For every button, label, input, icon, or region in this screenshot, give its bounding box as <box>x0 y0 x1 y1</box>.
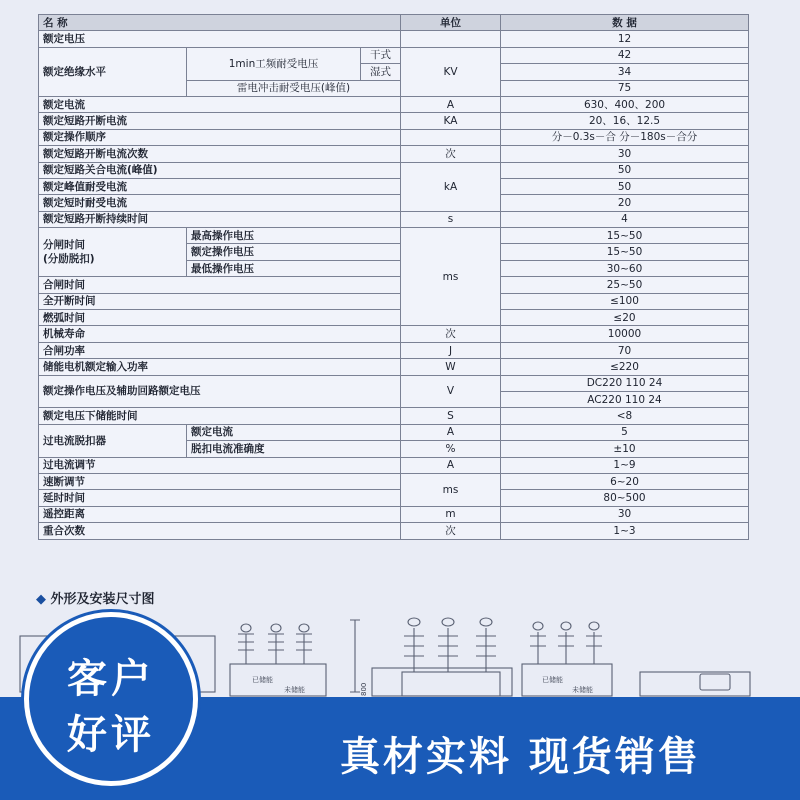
param-name-line: (分励脱扣) <box>43 253 95 266</box>
value-cell: 25~50 <box>501 277 749 293</box>
param-name: 延时时间 <box>39 490 401 506</box>
table-row <box>39 375 749 391</box>
spec-table <box>38 14 749 540</box>
param-name <box>39 228 187 277</box>
table-row <box>39 310 749 326</box>
header-unit: 单位 <box>401 15 501 31</box>
table-row <box>39 506 749 522</box>
review-badge <box>24 612 198 786</box>
value-cell: 75 <box>501 80 749 96</box>
param-name: 额定短时耐受电流 <box>39 195 401 211</box>
drawing-label: 未储能 <box>572 686 593 694</box>
value-cell: 20 <box>501 195 749 211</box>
value-cell: 630、400、200 <box>501 96 749 112</box>
param-name: 额定电流 <box>39 96 401 112</box>
table-row <box>39 359 749 375</box>
param-name: 遥控距离 <box>39 506 401 522</box>
value-cell: ≤220 <box>501 359 749 375</box>
value-cell: 50 <box>501 162 749 178</box>
value-cell: <8 <box>501 408 749 424</box>
value-cell: ≤100 <box>501 293 749 309</box>
value-cell: 4 <box>501 211 749 227</box>
value-cell: 15~50 <box>501 244 749 260</box>
table-row <box>39 457 749 473</box>
table-row <box>39 113 749 129</box>
header-data: 数 据 <box>501 15 749 31</box>
table-row <box>39 195 749 211</box>
drawing-label: 已储能 <box>252 676 273 684</box>
unit-cell: KV <box>401 47 501 96</box>
unit-cell: 次 <box>401 523 501 539</box>
param-name: 额定操作顺序 <box>39 129 401 145</box>
dimension-value: 800 <box>360 682 368 696</box>
param-name-line: 分闸时间 <box>43 239 85 252</box>
sub-param: 最高操作电压 <box>187 228 401 244</box>
table-row <box>39 293 749 309</box>
table-row <box>39 162 749 178</box>
value-cell: 20、16、12.5 <box>501 113 749 129</box>
param-name: 储能电机额定输入功率 <box>39 359 401 375</box>
param-name: 合闸功率 <box>39 342 401 358</box>
header-name: 名 称 <box>39 15 401 31</box>
value-cell: 34 <box>501 64 749 80</box>
value-cell: 1~9 <box>501 457 749 473</box>
value-cell: 分－0.3s－合 分－180s－合分 <box>501 129 749 145</box>
breaker-drawing-3 <box>522 622 612 696</box>
table-row <box>39 47 749 63</box>
unit-cell: ms <box>401 228 501 326</box>
unit-cell: 次 <box>401 326 501 342</box>
section-title <box>36 588 155 607</box>
param-name: 额定电压 <box>39 31 401 47</box>
sub-param: 干式 <box>361 47 401 63</box>
sub-param: 额定操作电压 <box>187 244 401 260</box>
value-cell: 30 <box>501 146 749 162</box>
unit-cell: A <box>401 457 501 473</box>
badge-line: 好评 <box>67 712 155 758</box>
table-row <box>39 523 749 539</box>
section-title-text: 外形及安装尺寸图 <box>50 592 155 607</box>
value-cell: ≤20 <box>501 310 749 326</box>
table-row <box>39 129 749 145</box>
unit-cell: V <box>401 375 501 408</box>
value-cell: 1~3 <box>501 523 749 539</box>
value-cell: 10000 <box>501 326 749 342</box>
unit-cell: 次 <box>401 146 501 162</box>
value-cell: 30~60 <box>501 260 749 276</box>
table-row <box>39 277 749 293</box>
table-row <box>39 228 749 244</box>
unit-cell: m <box>401 506 501 522</box>
table-row <box>39 96 749 112</box>
value-cell: AC220 110 24 <box>501 391 749 407</box>
value-cell: 6~20 <box>501 473 749 489</box>
table-row <box>39 178 749 194</box>
breaker-drawing-2 <box>402 618 500 696</box>
param-name: 重合次数 <box>39 523 401 539</box>
value-cell: DC220 110 24 <box>501 375 749 391</box>
value-cell: 12 <box>501 31 749 47</box>
param-name: 过电流调节 <box>39 457 401 473</box>
slogan: 真材实料 现货销售 <box>340 734 701 780</box>
unit-cell: J <box>401 342 501 358</box>
param-name: 燃弧时间 <box>39 310 401 326</box>
breaker-drawing-1 <box>230 624 326 696</box>
unit-cell: % <box>401 441 501 457</box>
unit-cell: W <box>401 359 501 375</box>
value-cell: 80~500 <box>501 490 749 506</box>
sub-param: 最低操作电压 <box>187 260 401 276</box>
sub-param: 脱扣电流准确度 <box>187 441 401 457</box>
param-name: 额定短路开断持续时间 <box>39 211 401 227</box>
param-name: 机械寿命 <box>39 326 401 342</box>
param-name: 合闸时间 <box>39 277 401 293</box>
drawing-label: 未储能 <box>284 686 305 694</box>
sub-param: 湿式 <box>361 64 401 80</box>
param-name: 额定短路开断电流 <box>39 113 401 129</box>
value-cell: 15~50 <box>501 228 749 244</box>
outline-drawing-right-frame <box>640 672 750 696</box>
unit-cell: s <box>401 211 501 227</box>
sub-param: 雷电冲击耐受电压(峰值) <box>187 80 401 96</box>
table-header <box>39 15 749 31</box>
table-row <box>39 424 749 440</box>
param-name: 全开断时间 <box>39 293 401 309</box>
unit-cell: A <box>401 424 501 440</box>
sub-param: 额定电流 <box>187 424 401 440</box>
unit-cell: S <box>401 408 501 424</box>
table-row <box>39 146 749 162</box>
value-cell: 50 <box>501 178 749 194</box>
param-name: 额定短路开断电流次数 <box>39 146 401 162</box>
table-row <box>39 490 749 506</box>
param-name: 额定短路关合电流(峰值) <box>39 162 401 178</box>
section-bullet-icon: ◆ <box>36 592 46 607</box>
table-row <box>39 326 749 342</box>
unit-cell: kA <box>401 162 501 211</box>
badge-line: 客户 <box>67 656 155 702</box>
unit-cell: A <box>401 96 501 112</box>
param-name: 速断调节 <box>39 473 401 489</box>
table-row <box>39 342 749 358</box>
param-name: 额定绝缘水平 <box>39 47 187 96</box>
value-cell: 70 <box>501 342 749 358</box>
unit-cell: KA <box>401 113 501 129</box>
drawing-label: 已储能 <box>542 676 563 684</box>
table-row <box>39 211 749 227</box>
sub-param: 1min工频耐受电压 <box>187 47 361 80</box>
table-row <box>39 408 749 424</box>
param-name: 额定操作电压及辅助回路额定电压 <box>39 375 401 408</box>
param-name: 额定电压下储能时间 <box>39 408 401 424</box>
param-name: 额定峰值耐受电流 <box>39 178 401 194</box>
unit-cell <box>401 129 501 145</box>
unit-cell <box>401 31 501 47</box>
param-name: 过电流脱扣器 <box>39 424 187 457</box>
value-cell: 42 <box>501 47 749 63</box>
value-cell: 5 <box>501 424 749 440</box>
table-row <box>39 31 749 47</box>
value-cell: 30 <box>501 506 749 522</box>
table-row <box>39 473 749 489</box>
value-cell: ±10 <box>501 441 749 457</box>
unit-cell: ms <box>401 473 501 506</box>
